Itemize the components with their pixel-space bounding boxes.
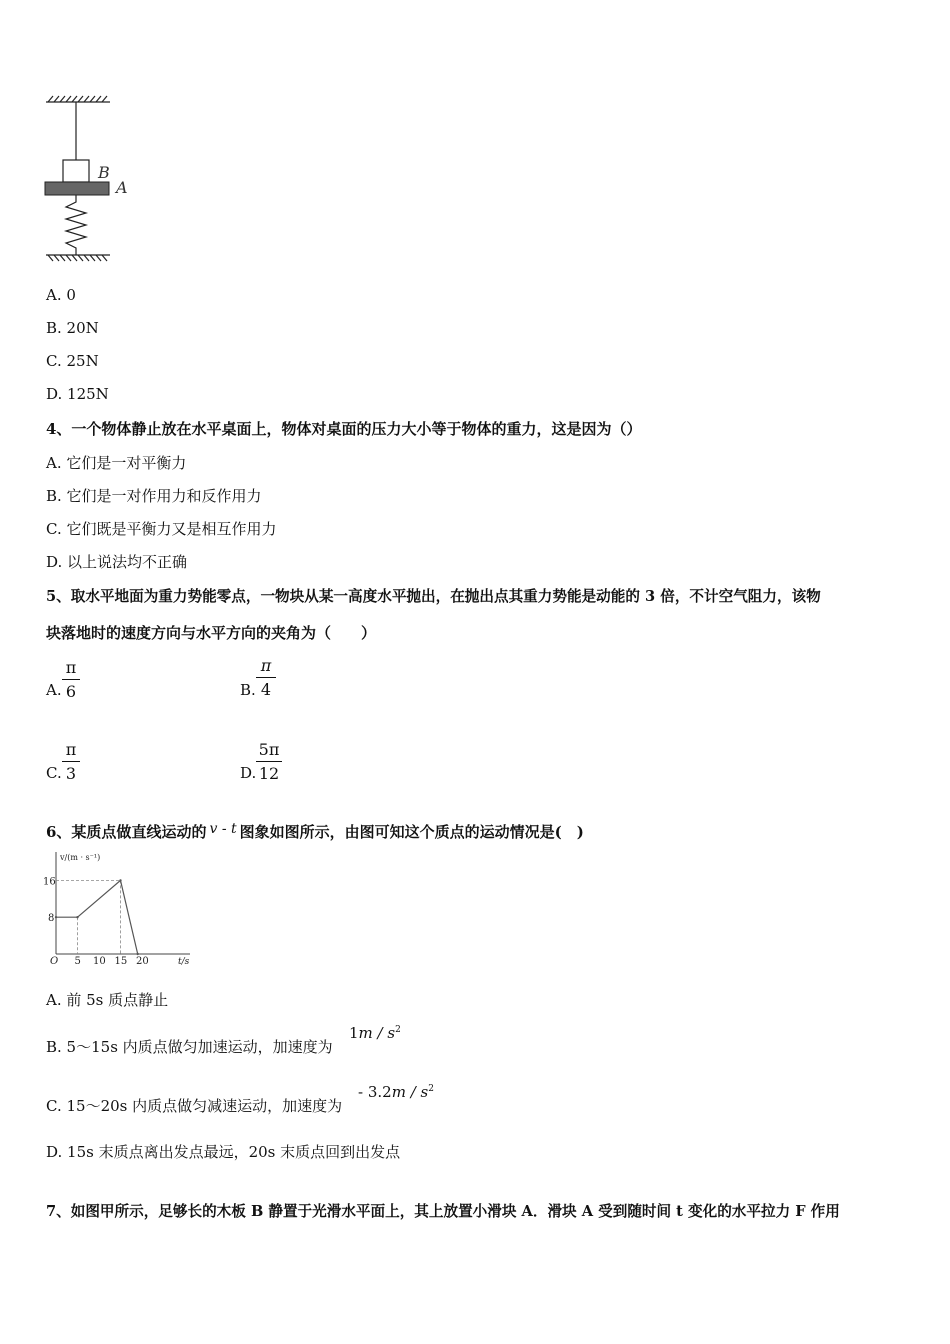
q6-option-b-unit xyxy=(349,1024,401,1042)
graph-x-label: t/s xyxy=(178,957,190,967)
q5-option-c-fraction xyxy=(62,740,80,783)
fraction-denominator: 4 xyxy=(260,680,272,699)
fraction-numerator: π xyxy=(65,740,77,759)
q6-option-c-unit xyxy=(358,1083,434,1101)
q5-option-c-letter: C. xyxy=(46,764,62,782)
fraction-numerator: 5π xyxy=(258,740,280,759)
q6-stem-vt: v - t xyxy=(209,821,237,837)
q5-option-a-fraction xyxy=(62,658,80,701)
q6-option-d: D. 15s 末质点离出发点最远，20s 末质点回到出发点 xyxy=(46,1143,401,1161)
unit-text: m / s xyxy=(358,1024,396,1042)
fraction-numerator: π xyxy=(65,658,77,677)
data-point xyxy=(120,880,121,881)
vt-graph xyxy=(40,846,200,970)
q4-option-d: D. 以上说法均不正确 xyxy=(46,553,188,571)
q7-stem: 7、如图甲所示，足够长的木板 B 静置于光滑水平面上，其上放置小滑块 A．滑块 A 受到随时间 t 变化的水平拉力 F 作用 xyxy=(46,1203,840,1220)
y-tick-label: 8 xyxy=(48,913,55,925)
q6-option-b-text: B. 5～15s 内质点做匀加速运动，加速度为 xyxy=(46,1038,333,1056)
x-tick-label: 5 xyxy=(74,956,81,967)
x-tick-label: 20 xyxy=(136,956,149,967)
label-b: B xyxy=(98,163,110,182)
data-point xyxy=(55,917,56,918)
unit-text: m / s xyxy=(391,1083,429,1101)
x-tick-label: 15 xyxy=(114,956,128,967)
q4-option-a: A. 它们是一对平衡力 xyxy=(46,454,187,472)
fraction-denominator: 3 xyxy=(65,764,77,783)
data-point xyxy=(137,953,138,954)
y-tick-label: 16 xyxy=(43,876,56,888)
q6-option-a: A. 前 5s 质点静止 xyxy=(46,991,169,1009)
graph-origin-label: O xyxy=(50,956,59,967)
q6-option-b xyxy=(46,1036,333,1057)
fraction-denominator: 12 xyxy=(258,764,280,783)
q5-stem-line2: 块落地时的速度方向与水平方向的夹角为（ ） xyxy=(46,624,377,642)
q3-option-b: B. 20N xyxy=(46,319,99,337)
q6-option-c xyxy=(46,1095,342,1116)
q6-stem xyxy=(46,821,584,842)
unit-value: 1 xyxy=(349,1024,359,1042)
q5-option-d-letter: D. xyxy=(240,764,257,782)
q6-stem-post: 图象如图所示，由图可知这个质点的运动情况是( ) xyxy=(239,823,584,841)
q5-stem-line1: 5、取水平地面为重力势能零点，一物块从某一高度水平抛出，在抛出点其重力势能是动能的 3 倍，不计空气阻力，该物 xyxy=(46,588,821,605)
label-a: A xyxy=(116,178,128,197)
q4-stem: 4、一个物体静止放在水平桌面上，物体对桌面的压力大小等于物体的重力，这是因为（） xyxy=(46,420,642,438)
q4-option-b: B. 它们是一对作用力和反作用力 xyxy=(46,487,262,505)
x-tick-label: 10 xyxy=(93,956,106,967)
q5-option-b-letter: B. xyxy=(240,681,256,699)
q6-stem-pre: 6、某质点做直线运动的 xyxy=(46,823,207,841)
spring-block-figure xyxy=(40,92,150,264)
fraction-numerator: π xyxy=(260,656,272,675)
velocity-series-line xyxy=(56,880,138,954)
q6-option-c-text: C. 15～20s 内质点做匀减速运动，加速度为 xyxy=(46,1097,343,1115)
data-point xyxy=(77,917,78,918)
q5-option-a-letter: A. xyxy=(46,681,62,699)
unit-value: - 3.2 xyxy=(358,1083,392,1101)
q3-option-d: D. 125N xyxy=(46,385,109,403)
fraction-denominator: 6 xyxy=(65,682,77,701)
q3-option-a: A. 0 xyxy=(46,286,76,304)
q4-option-c: C. 它们既是平衡力又是相互作用力 xyxy=(46,520,277,538)
unit-power: 2 xyxy=(395,1025,401,1035)
q5-option-d-fraction xyxy=(256,740,282,783)
q5-option-b-fraction xyxy=(256,656,276,699)
unit-power: 2 xyxy=(428,1084,434,1094)
graph-y-label: v/(m · s⁻¹) xyxy=(60,853,101,862)
q3-option-c: C. 25N xyxy=(46,352,99,370)
